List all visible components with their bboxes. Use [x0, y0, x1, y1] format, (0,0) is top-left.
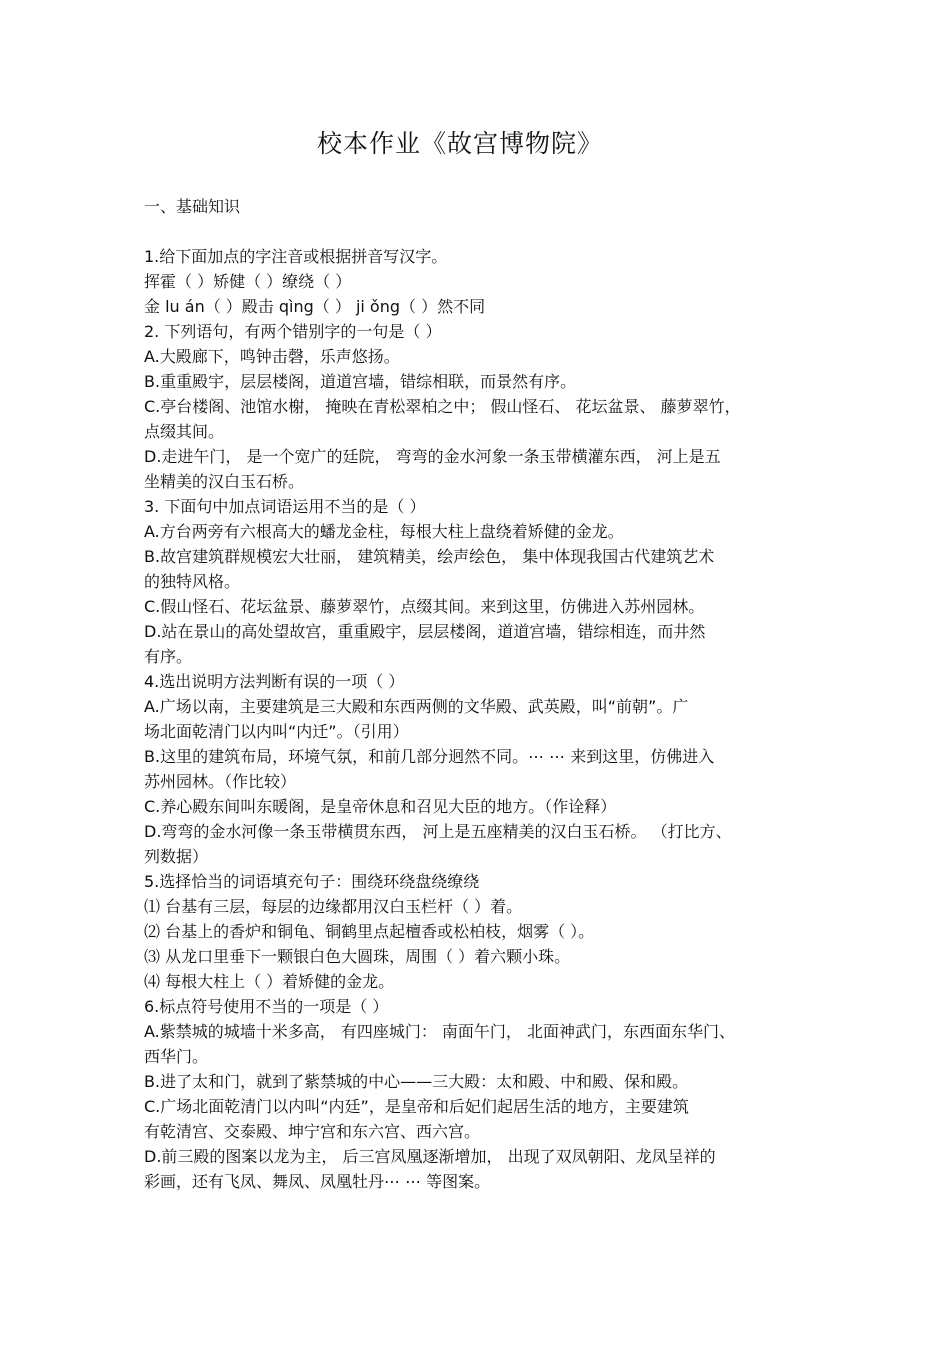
text-line: ⑶ 从龙口里垂下一颗银白色大圆珠，周围（ ）着六颗小珠。 — [144, 947, 571, 966]
text-line: ⑷ 每根大柱上（ ）着矫健的金龙。 — [144, 972, 395, 991]
text-line: A.广场以南，主要建筑是三大殿和东西两侧的文华殿、武英殿，叫“前朝”。广 — [144, 697, 689, 716]
question-body — [144, 244, 824, 1194]
text-line: D.前三殿的图案以龙为主， 后三宫凤凰逐渐增加， 出现了双凤朝阳、龙凤呈祥的 — [144, 1147, 716, 1166]
text-line: C.广场北面乾清门以内叫“内廷”，是皇帝和后妃们起居生活的地方，主要建筑 — [144, 1097, 689, 1116]
text-line: B.重重殿宇，层层楼阁，道道宫墙，错综相联，而景然有序。 — [144, 372, 577, 391]
text-line: 4.选出说明方法判断有误的一项（ ） — [144, 672, 405, 691]
text-line: 6.标点符号使用不当的一项是（ ） — [144, 997, 389, 1016]
text-line: D.弯弯的金水河像一条玉带横贯东西， 河上是五座精美的汉白玉石桥。 （打比方、 — [144, 822, 732, 841]
text-line: 列数据） — [144, 847, 209, 866]
text-line: 的独特风格。 — [144, 572, 241, 591]
page-title: 校本作业《故宫博物院》 — [316, 129, 603, 158]
text-line: 场北面乾清门以内叫“内迁”。（引用） — [144, 722, 409, 741]
text-line: 彩画，还有飞凤、舞凤、凤凰牡丹⋯ ⋯ 等图案。 — [144, 1172, 491, 1191]
text-line: A.方台两旁有六根高大的蟠龙金柱，每根大柱上盘绕着矫健的金龙。 — [144, 522, 624, 541]
text-line: 挥霍（ ）矫健（ ）缭绕（ ） — [144, 272, 352, 291]
text-line: C.亭台楼阁、池馆水榭， 掩映在青松翠柏之中； 假山怪石、 花坛盆景、 藤萝翠竹， — [144, 397, 741, 416]
text-line: 西华门。 — [144, 1047, 209, 1066]
text-line: B.这里的建筑布局，环境气氛，和前几部分迥然不同。⋯ ⋯ 来到这里，仿佛进入 — [144, 747, 715, 766]
text-line: 1.给下面加点的字注音或根据拼音写汉字。 — [144, 247, 448, 266]
text-line: 有序。 — [144, 647, 193, 666]
text-line: A.紫禁城的城墙十米多高， 有四座城门： 南面午门， 北面神武门，东西面东华门、 — [144, 1022, 736, 1041]
text-line: B.进了太和门，就到了紫禁城的中心——三大殿：太和殿、中和殿、保和殿。 — [144, 1072, 689, 1091]
text-line: 苏州园林。（作比较） — [144, 772, 297, 791]
text-line: D.走进午门， 是一个宽广的廷院， 弯弯的金水河象一条玉带横灌东西， 河上是五 — [144, 447, 721, 466]
text-line: ⑴ 台基有三层，每层的边缘都用汉白玉栏杆（ ）着。 — [144, 897, 523, 916]
text-line: 2. 下列语句，有两个错别字的一句是（ ） — [144, 322, 442, 341]
text-line: 点缀其间。 — [144, 422, 225, 441]
text-line: ⑵ 台基上的香炉和铜龟、铜鹤里点起檀香或松柏枝，烟雾（ ）。 — [144, 922, 595, 941]
text-line: 3. 下面句中加点词语运用不当的是（ ） — [144, 497, 426, 516]
text-line: A.大殿廊下，鸣钟击磬，乐声悠扬。 — [144, 347, 400, 366]
text-line: 金 lu án（ ）殿击 qìng（ ） ji ǒng（ ）然不同 — [144, 297, 486, 316]
text-line: D.站在景山的高处望故宫，重重殿宇，层层楼阁，道道宫墙，错综相连，而井然 — [144, 622, 706, 641]
text-line: 坐精美的汉白玉石桥。 — [144, 472, 305, 491]
text-line: 有乾清宫、交泰殿、坤宁宫和东六宫、西六宫。 — [144, 1122, 481, 1141]
text-line: 5.选择恰当的词语填充句子：围绕环绕盘绕缭绕 — [144, 872, 480, 891]
text-line: C.养心殿东间叫东暖阁，是皇帝休息和召见大臣的地方。（作诠释） — [144, 797, 617, 816]
section-heading: 一、基础知识 — [144, 197, 241, 216]
text-line: C.假山怪石、花坛盆景、藤萝翠竹，点缀其间。来到这里，仿佛进入苏州园林。 — [144, 597, 705, 616]
text-line: B.故宫建筑群规模宏大壮丽， 建筑精美，绘声绘色， 集中体现我国古代建筑艺术 — [144, 547, 715, 566]
